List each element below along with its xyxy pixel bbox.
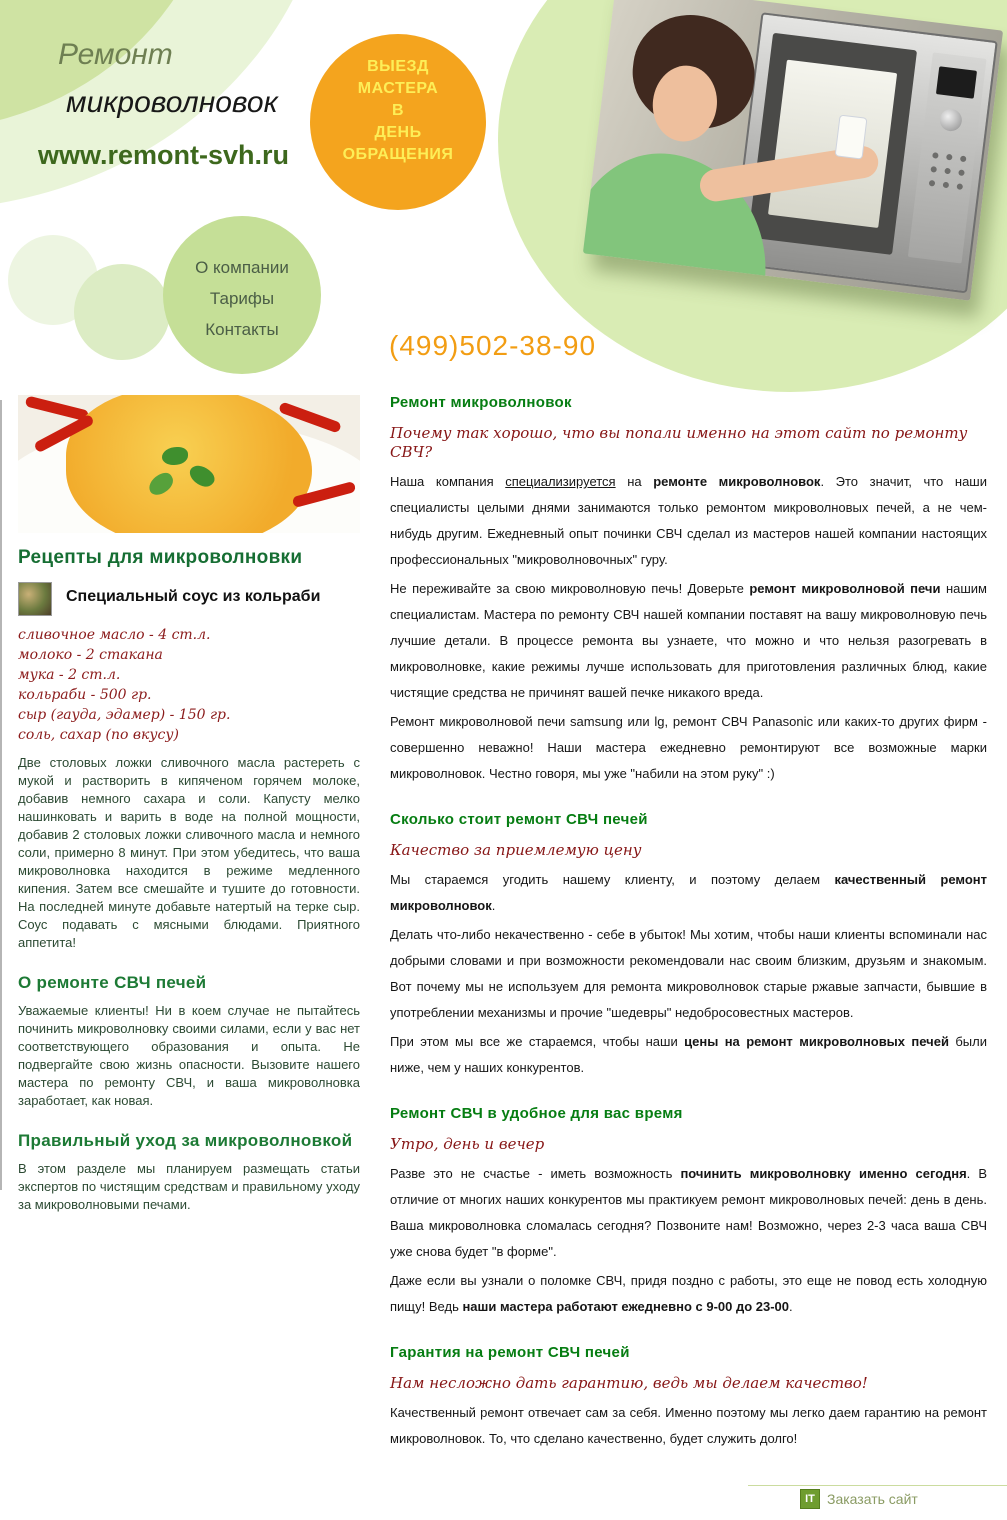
microwave-window — [768, 60, 896, 228]
milk-bottle — [834, 115, 867, 160]
hero-photo — [583, 0, 1003, 301]
recipe-photo — [18, 395, 360, 533]
paragraph: Качественный ремонт отвечает сам за себя. Именно поэтому мы легко даем гарантию на ремонт микроволновок. То, что сделано качественно, будет служить долго! — [390, 1405, 987, 1446]
badge-line: ОБРАЩЕНИЯ — [342, 146, 454, 163]
site-url: www.remont-svh.ru — [38, 140, 290, 170]
badge-line: В — [391, 102, 405, 119]
badge-line: ВЫЕЗД — [367, 58, 429, 75]
section-cost — [390, 811, 987, 1081]
microwave-knob — [939, 108, 964, 133]
ingredient: мука - 2 ст.л. — [18, 667, 121, 683]
about-repair-text: Уважаемые клиенты! Ни в коем случае не пытайтесь починить микроволновку своими силами, если у вас нет соответствующего образования и опыта. Не подвергайте свою жизнь опасности. Вызовите нашего мастера по ремонту СВЧ, и ваша микроволновка заработает, как новая. — [18, 1003, 360, 1108]
main-content — [390, 394, 987, 1476]
ingredient: сливочное масло - 4 ст.л. — [18, 627, 211, 643]
microwave-display — [936, 66, 977, 99]
section-time — [390, 1105, 987, 1320]
section-heading: Гарантия на ремонт СВЧ печей — [390, 1344, 630, 1361]
order-site-label[interactable]: Заказать сайт — [827, 1491, 918, 1507]
ingredient: сыр (гауда, эдамер) - 150 гр. — [18, 707, 231, 723]
phone-number: (499)502-38-90 — [389, 330, 597, 361]
food-mound-shape — [66, 395, 312, 533]
recipe-text: Две столовых ложки сливочного масла растереть с мукой и растворить в кипяченом горячем молоке, добавив немного сахара и соли. Капусту мелко нашинковать и варить в воде на полной мощности, добавив 2 столовых ложки сливочного масла и немного соли, примерно 8 минут. При этом убедитесь, что ваша микроволновка находится в режиме медленного кипения. Затем все смешайте и тушите до готовности. На последней минуте добавьте натертый на терке сыр. Соус подавать с мясными блюдами. Приятного аппетита! — [18, 755, 360, 950]
paragraph: Ремонт микроволновой печи samsung или lg, ремонт СВЧ Panasonic или каких-то других фирм - совершенно неважно! Наши мастера ежедневно ремонтируют все возможные марки микроволновок. Честно говоря, мы уже "набили на этом руку" :) — [390, 714, 987, 781]
microwave-buttons — [932, 152, 939, 159]
badge-line: ДЕНЬ — [374, 124, 422, 141]
left-edge-border — [0, 400, 2, 1190]
care-text: В этом разделе мы планируем размещать статьи экспертов по чистящим средствам и правильному уходу за микроволновыми печами. — [18, 1161, 360, 1212]
microwave-door — [748, 33, 917, 254]
recipe-title: Специальный соус из кольраби — [66, 588, 321, 605]
ingredient: молоко - 2 стакана — [18, 647, 163, 663]
section-subheading: Нам несложно дать гарантию, ведь мы делаем качество! — [390, 1374, 868, 1392]
section-repair — [390, 394, 987, 787]
nav-item-contacts[interactable]: Контакты — [205, 320, 279, 339]
paragraph: При этом мы все же стараемся, чтобы наши цены на ремонт микроволновых печей были ниже, чем у наших конкурентов. — [390, 1034, 987, 1075]
visit-badge — [316, 56, 480, 166]
badge-line: МАСТЕРА — [357, 80, 439, 97]
section-heading: Ремонт СВЧ в удобное для вас время — [390, 1105, 683, 1122]
paragraph: Даже если вы узнали о поломке СВЧ, придя поздно с работы, это еще не повод есть холодную пищу! Ведь наши мастера работают ежедневно с 9-00 до 23-00. — [390, 1273, 987, 1314]
it-logo[interactable]: IT — [800, 1489, 820, 1509]
logo-subtitle: микроволновок — [66, 86, 278, 119]
main-nav — [164, 252, 320, 345]
footer-divider — [748, 1485, 1007, 1486]
ingredient: кольраби - 500 гр. — [18, 687, 152, 703]
nav-item-about[interactable]: О компании — [195, 258, 289, 277]
logo-title: Ремонт — [58, 38, 173, 71]
paragraph: Делать что-либо некачественно - себе в убыток! Мы хотим, чтобы наши клиенты вспоминали нас добрыми словами и при возможности рекомендовали нас своим близким, друзьям и знакомым. Вот почему мы не используем для ремонта микроволновок старые ржавые запчасти, бывшие в употреблении механизмы и прочие "шедевры" недобросовестных мастеров. — [390, 927, 987, 1020]
section-heading: Сколько стоит ремонт СВЧ печей — [390, 811, 648, 828]
paragraph: Наша компания специализируется на ремонте микроволновок. Это значит, что наши специалисты целыми днями занимаются только ремонтом микроволновых печей, а не чем-нибудь другим. Ежедневный опыт починки СВЧ сделал из мастеров нашей компании настоящих профессиональных "микроволновочных" гуру. — [390, 474, 987, 567]
order-site-link[interactable] — [800, 1489, 918, 1509]
recipe-item — [18, 582, 360, 616]
nav-item-tariffs[interactable]: Тарифы — [209, 289, 275, 308]
care-heading: Правильный уход за микроволновкой — [18, 1131, 353, 1150]
section-subheading: Почему так хорошо, что вы попали именно на этот сайт по ремонту СВЧ? — [390, 424, 968, 461]
section-warranty — [390, 1344, 987, 1452]
section-subheading: Утро, день и вечер — [390, 1135, 545, 1153]
ingredient: соль, сахар (по вкусу) — [18, 727, 179, 743]
paragraph: Не переживайте за свою микроволновую печь! Доверьте ремонт микроволновой печи нашим специалистам. Мастера по ремонту СВЧ нашей компании поставят на вашу микроволновую печь лучшие детали. В процессе ремонта вы узнаете, что можно и что нельзя разогревать в микроволновке, какие режимы лучше использовать для приготовления различных блюд, какие чистящие средства не причинят вашей печке никакого вреда. — [390, 581, 987, 700]
left-column — [18, 395, 360, 1214]
recipe-thumbnail — [18, 582, 52, 616]
deco-circle-medium — [74, 264, 170, 360]
about-repair-heading: О ремонте СВЧ печей — [18, 973, 207, 992]
ingredients-list — [18, 625, 360, 745]
section-subheading: Качество за приемлемую цену — [390, 841, 642, 859]
paragraph: Мы стараемся угодить нашему клиенту, и поэтому делаем качественный ремонт микроволновок. — [390, 872, 987, 913]
paragraph: Разве это не счастье - иметь возможность починить микроволновку именно сегодня. В отличие от многих наших конкурентов мы практикуем ремонт микроволновых печей: день в день. Ваша микроволновка сломалась сегодня? Позвоните нам! Возможно, через 2-3 часа ваша СВЧ уже снова будет "в форме". — [390, 1166, 987, 1259]
recipes-heading: Рецепты для микроволновки — [18, 547, 303, 568]
microwave-panel — [908, 53, 986, 263]
section-heading: Ремонт микроволновок — [390, 394, 572, 411]
